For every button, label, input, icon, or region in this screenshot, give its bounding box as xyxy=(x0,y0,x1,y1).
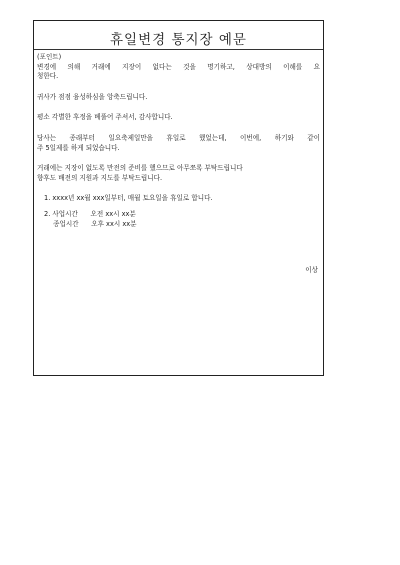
greeting-line: 귀사가 점점 융성하심을 앙축드립니다. xyxy=(37,92,148,101)
point-label: (포인트) xyxy=(37,53,62,61)
list-item-2-row-1 xyxy=(37,210,320,220)
list-item-2-row-2 xyxy=(37,220,320,230)
closing-text: 이상 xyxy=(305,266,318,274)
list-item-2-number: 2. xyxy=(44,209,51,218)
request-line-2: 향후도 배전의 지원과 지도를 부탁드립니다. xyxy=(37,173,163,182)
document-frame xyxy=(33,20,324,376)
business-end-value: 오후 xx시 xx분 xyxy=(91,219,137,228)
thanks-line: 평소 각별한 후정을 베풀어 주셔서, 감사합니다. xyxy=(37,113,173,122)
document-body xyxy=(37,53,320,229)
business-end-label: 종업시간 xyxy=(53,219,79,228)
business-start-value: 오전 xx시 xx분 xyxy=(90,209,136,218)
point-line-2: 청한다. xyxy=(37,72,59,81)
business-start-label: 사업시간 xyxy=(52,209,78,218)
list-item-1: 1. xxxx년 xx월 xxx일부터, 매월 토요일을 휴일로 합니다. xyxy=(44,194,213,203)
point-line-1: 변경에 의해 거래에 지장이 없다는 것을 명기하고, 상대방의 이해를 요 xyxy=(37,62,320,71)
notice-line-1: 당사는 종래부터 일요축제일만을 휴일로 했었는데, 이번에, 하기와 같이 xyxy=(37,133,320,142)
request-line-1: 거래에는 지장이 없도록 만전의 준비를 했으므로 아무쪼록 부탁드립니다 xyxy=(37,164,243,173)
document-title: 휴일변경 통지장 예문 xyxy=(110,32,247,48)
notice-line-2: 주 5일제를 하게 되었습니다. xyxy=(37,143,120,152)
title-divider xyxy=(34,49,323,50)
